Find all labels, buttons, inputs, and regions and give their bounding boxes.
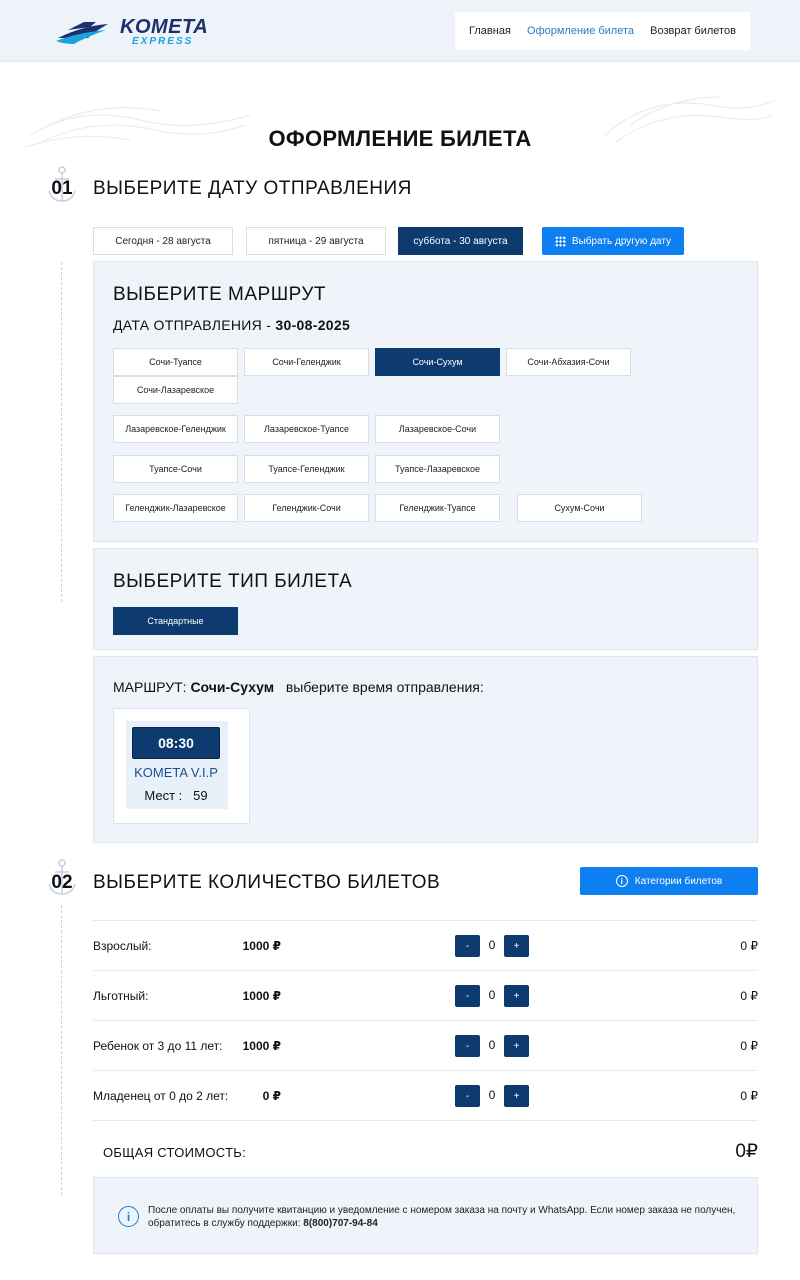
notice-text xyxy=(148,1204,738,1230)
ticket-price: 0 ₽ xyxy=(262,1089,281,1103)
route-button[interactable]: Лазаревское-Геленджик xyxy=(113,415,238,443)
calendar-grid-icon xyxy=(555,236,566,247)
route-button[interactable]: Лазаревское-Сочи xyxy=(375,415,500,443)
selected-route-value: Сочи-Сухум xyxy=(190,679,275,695)
logo-sub-text: EXPRESS xyxy=(132,36,194,47)
departure-date xyxy=(113,317,350,333)
support-phone[interactable]: 8(800)707-94-84 xyxy=(303,1218,378,1229)
date-today-button[interactable]: Сегодня - 28 августа xyxy=(93,227,233,255)
ticket-category-label: Льготный: xyxy=(93,989,149,1003)
ticket-price: 1000 ₽ xyxy=(242,939,281,953)
notice-message: После оплаты вы получите квитанцию и уведомление с номером заказа на почту и WhatsApp. Если номер заказа не получен, обратитесь в службу поддержки: xyxy=(148,1205,736,1229)
main-nav xyxy=(455,12,750,50)
ship-name: KOMETA V.I.P xyxy=(134,765,218,780)
step-title-date: ВЫБЕРИТЕ ДАТУ ОТПРАВЛЕНИЯ xyxy=(93,178,412,199)
info-icon: i xyxy=(616,875,628,887)
pick-other-date-label: Выбрать другую дату xyxy=(571,235,672,247)
nav-home[interactable]: Главная xyxy=(469,25,511,37)
step-number-2: 02 xyxy=(51,872,73,893)
route-button[interactable]: Геленджик-Сочи xyxy=(244,494,369,522)
step-number-1: 01 xyxy=(51,178,73,199)
date-friday-button[interactable]: пятница - 29 августа xyxy=(246,227,386,255)
total-label: ОБЩАЯ СТОИМОСТЬ: xyxy=(103,1145,247,1160)
ticket-quantity: 0 xyxy=(488,1088,496,1102)
pick-other-date-button[interactable] xyxy=(542,227,684,255)
nav-refund[interactable]: Возврат билетов xyxy=(650,25,736,37)
ticket-quantity: 0 xyxy=(488,988,496,1002)
ticket-price: 1000 ₽ xyxy=(242,989,281,1003)
selected-route-line xyxy=(113,679,484,695)
departure-card-inner xyxy=(126,721,228,809)
ticket-type-standard-button[interactable]: Стандартные xyxy=(113,607,238,635)
time-hint: выберите время отправления: xyxy=(285,679,484,695)
decrease-quantity-button[interactable]: - xyxy=(455,985,480,1007)
departure-card xyxy=(113,708,250,824)
route-button[interactable]: Геленджик-Лазаревское xyxy=(113,494,238,522)
ticket-categories-button[interactable] xyxy=(580,867,758,895)
ticket-row-infant xyxy=(93,1070,758,1120)
ticket-category-label: Взрослый: xyxy=(93,939,152,953)
ticket-row-child xyxy=(93,1020,758,1070)
departure-time-panel xyxy=(93,656,758,843)
ticket-row-adult xyxy=(93,920,758,970)
ticket-category-label: Ребенок от 3 до 11 лет: xyxy=(93,1039,223,1053)
ticket-subtotal: 0 ₽ xyxy=(740,989,758,1003)
ticket-type-title: ВЫБЕРИТЕ ТИП БИЛЕТА xyxy=(113,571,353,592)
ship-logo-icon xyxy=(54,18,110,46)
header xyxy=(0,0,800,62)
ticket-subtotal: 0 ₽ xyxy=(740,939,758,953)
step-connector xyxy=(61,262,62,602)
ticket-price: 1000 ₽ xyxy=(242,1039,281,1053)
step-connector xyxy=(61,905,62,1195)
route-button[interactable]: Сочи-Абхазия-Сочи xyxy=(506,348,631,376)
total-row xyxy=(93,1120,758,1178)
ticket-quantity: 0 xyxy=(488,938,496,952)
increase-quantity-button[interactable]: + xyxy=(504,1085,529,1107)
route-button[interactable]: Геленджик-Туапсе xyxy=(375,494,500,522)
seats-label: Мест : xyxy=(144,788,183,803)
increase-quantity-button[interactable]: + xyxy=(504,1035,529,1057)
ticket-categories-label: Категории билетов xyxy=(634,875,723,887)
route-button-selected[interactable]: Сочи-Сухум xyxy=(375,348,500,376)
selected-route-label: МАРШРУТ: xyxy=(113,679,191,695)
route-button[interactable]: Сухум-Сочи xyxy=(517,494,642,522)
increase-quantity-button[interactable]: + xyxy=(504,935,529,957)
increase-quantity-button[interactable]: + xyxy=(504,985,529,1007)
logo[interactable] xyxy=(54,16,214,48)
seats-available xyxy=(126,788,226,803)
decrease-quantity-button[interactable]: - xyxy=(455,935,480,957)
route-panel xyxy=(93,261,758,542)
departure-time-button[interactable]: 08:30 xyxy=(132,727,220,759)
route-button[interactable]: Лазаревское-Туапсе xyxy=(244,415,369,443)
route-button[interactable]: Туапсе-Лазаревское xyxy=(375,455,500,483)
payment-notice xyxy=(93,1177,758,1254)
route-button[interactable]: Туапсе-Сочи xyxy=(113,455,238,483)
ticket-subtotal: 0 ₽ xyxy=(740,1039,758,1053)
ticket-category-label: Младенец от 0 до 2 лет: xyxy=(93,1089,229,1103)
ticket-quantity: 0 xyxy=(488,1038,496,1052)
info-icon: i xyxy=(118,1206,139,1227)
ticket-row-reduced xyxy=(93,970,758,1020)
route-button[interactable]: Туапсе-Геленджик xyxy=(244,455,369,483)
date-saturday-button[interactable]: суббота - 30 августа xyxy=(398,227,523,255)
decrease-quantity-button[interactable]: - xyxy=(455,1035,480,1057)
logo-main-text: KOMETA xyxy=(120,16,209,38)
ticket-subtotal: 0 ₽ xyxy=(740,1089,758,1103)
seats-value: 59 xyxy=(193,788,208,803)
total-value: 0₽ xyxy=(735,1141,758,1162)
route-button[interactable]: Сочи-Геленджик xyxy=(244,348,369,376)
page-title: ОФОРМЛЕНИЕ БИЛЕТА xyxy=(268,126,532,151)
route-button[interactable]: Сочи-Туапсе xyxy=(113,348,238,376)
route-panel-title: ВЫБЕРИТЕ МАРШРУТ xyxy=(113,284,327,305)
departure-date-value: 30-08-2025 xyxy=(275,317,351,333)
nav-booking[interactable]: Оформление билета xyxy=(527,25,635,37)
decrease-quantity-button[interactable]: - xyxy=(455,1085,480,1107)
departure-date-label: ДАТА ОТПРАВЛЕНИЯ - xyxy=(113,317,276,333)
route-button[interactable]: Сочи-Лазаревское xyxy=(113,376,238,404)
ticket-type-panel xyxy=(93,548,758,650)
step-title-quantity: ВЫБЕРИТЕ КОЛИЧЕСТВО БИЛЕТОВ xyxy=(93,872,441,893)
